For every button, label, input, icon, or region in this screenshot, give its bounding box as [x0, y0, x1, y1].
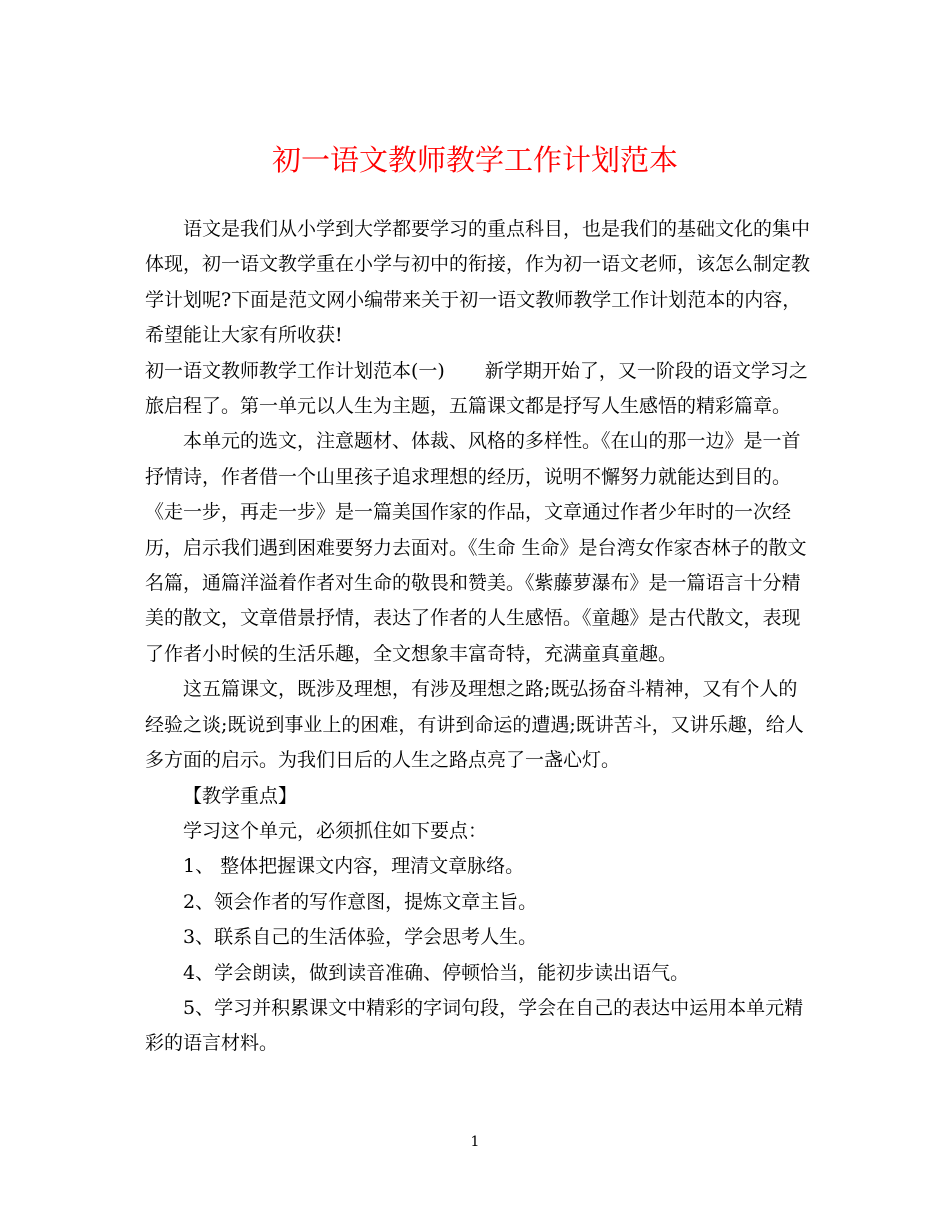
document-body [145, 212, 815, 1062]
summary-paragraph: 这五篇课文，既涉及理想，有涉及理想之路;既弘扬奋斗精神，又有个人的经验之谈;既说到事业上的困难，有讲到命运的遭遇;既讲苦斗，又讲乐趣，给人多方面的启示。为我们日后的人生之路点亮了一盏心灯。 [145, 678, 804, 772]
key-point-item: 1、 整体把握课文内容，理清文章脉络。 [183, 855, 525, 878]
key-point-item: 3、联系自己的生活体验，学会思考人生。 [183, 926, 538, 949]
key-point-item: 4、学会朗读，做到读音准确、停顿恰当，能初步读出语气。 [183, 961, 690, 984]
selection-paragraph: 本单元的选文，注意题材、体裁、风格的多样性。《在山的那一边》是一首抒情诗，作者借一个山里孩子追求理想的经历，说明不懈努力就能达到目的。《走一步，再走一步》是一篇美国作家的作品，文章通过作者少年时的一次经历，启示我们遇到困难要努力去面对。《生命 生命》是台湾女作家杏林子的散文名篇，通篇洋溢着作者对生命的敬畏和赞美。《紫藤萝瀑布》是一篇语言十分精美的散文，文章借景抒情，表达了作者的人生感悟。《童趣》是古代散文，表现了作者小时候的生活乐趣，全文想象丰富奇特，充满童真童趣。 [145, 430, 807, 665]
page-number: 1 [470, 1134, 480, 1150]
document-title: 初一语文教师教学工作计划范本 [271, 143, 678, 177]
key-point-item: 5、学习并积累课文中精彩的字词句段，学会在自己的表达中运用本单元精彩的语言材料。 [145, 996, 804, 1055]
key-points-heading: 【教学重点】 [183, 784, 298, 807]
key-point-item: 2、领会作者的写作意图，提炼文章主旨。 [183, 890, 538, 913]
key-points-intro: 学习这个单元，必须抓住如下要点： [183, 819, 488, 842]
section-paragraph [145, 354, 815, 425]
intro-paragraph: 语文是我们从小学到大学都要学习的重点科目，也是我们的基础文化的集中体现，初一语文教学重在小学与初中的衔接，作为初一语文老师，该怎么制定教学计划呢?下面是范文网小编带来关于初一语文教师教学工作计划范本的内容，希望能让大家有所收获! [145, 218, 811, 347]
section-heading: 初一语文教师教学工作计划范本(一) [145, 359, 445, 382]
section-lead: 新学期开始了，又一阶段的语文学习之旅启程了。第一单元以人生为主题，五篇课文都是抒写人生感悟的精彩篇章。 [145, 359, 808, 418]
